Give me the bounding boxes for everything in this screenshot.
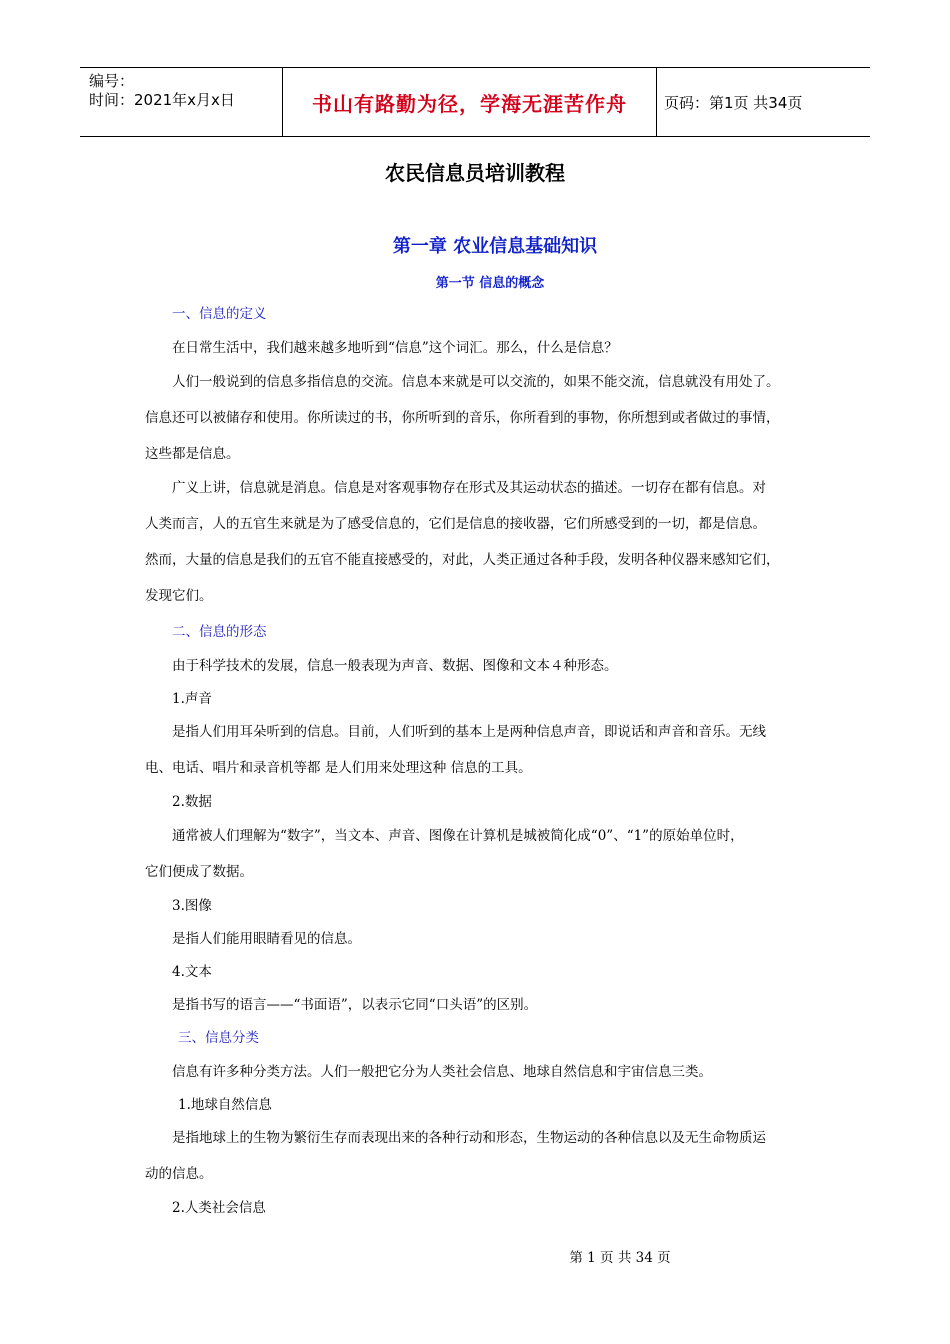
document-title: 农民信息员培训教程 (385, 161, 565, 185)
paragraph-line: 动的信息。 (145, 1166, 213, 1182)
motto: 书山有路勤为径，学海无涯苦作舟 (282, 68, 657, 136)
paragraph-line: 人类而言，人的五官生来就是为了感受信息的，它们是信息的接收器，它们所感受到的一切，都是信息。 (145, 516, 766, 532)
paragraph-line: 在日常生活中，我们越来越多地听到“信息”这个词汇。那么，什么是信息？ (172, 340, 618, 356)
list-item-label: 2.人类社会信息 (172, 1200, 266, 1216)
paragraph-line: 是指书写的语言——“书面语”，以表示它同“口头语”的区别。 (172, 997, 538, 1013)
number-label: 编号： (89, 72, 135, 90)
paragraph-line: 信息有许多种分类方法。人们一般把它分为人类社会信息、地球自然信息和宇宙信息三类。 (172, 1064, 712, 1080)
list-item-label: 3.图像 (172, 898, 212, 914)
header-meta-cell (80, 68, 282, 136)
paragraph-line: 这些都是信息。 (145, 446, 240, 462)
paragraph-line: 由于科学技术的发展，信息一般表现为声音、数据、图像和文本４种形态。 (172, 658, 618, 674)
list-item-label: 1.地球自然信息 (178, 1097, 272, 1113)
paragraph-line: 通常被人们理解为“数字”，当文本、声音、图像在计算机是城被简化成“0”、“1”的原始单位时， (172, 828, 744, 844)
paragraph-line: 它们便成了数据。 (145, 864, 253, 880)
heading-forms: 二、信息的形态 (172, 624, 267, 640)
page-footer: 第 1 页 共 34 页 (569, 1250, 671, 1266)
paragraph-line: 是指人们能用眼睛看见的信息。 (172, 931, 361, 947)
heading-definition: 一、信息的定义 (172, 306, 267, 322)
list-item-label: 1.声音 (172, 691, 212, 707)
list-item-label: 4.文本 (172, 964, 212, 980)
chapter-title: 第一章 农业信息基础知识 (392, 236, 598, 257)
header-table (80, 67, 870, 137)
paragraph-line: 是指人们用耳朵听到的信息。目前，人们听到的基本上是两种信息声音，即说话和声音和音乐。无线 (172, 724, 766, 740)
paragraph-line: 电、电话、唱片和录音机等都 是人们用来处理这种 信息的工具。 (145, 760, 532, 776)
list-item-label: 2.数据 (172, 794, 212, 810)
page-info: 页码：第1页 共34页 (664, 93, 803, 112)
time-label: 时间：2021年x月x日 (89, 91, 235, 109)
paragraph-line: 广义上讲，信息就是消息。信息是对客观事物存在形式及其运动状态的描述。一切存在都有信息。对 (172, 480, 766, 496)
section-title: 第一节 信息的概念 (435, 276, 545, 291)
paragraph-line: 信息还可以被储存和使用。你所读过的书，你所听到的音乐，你所看到的事物，你所想到或者做过的事情， (145, 410, 780, 426)
paragraph-line: 是指地球上的生物为繁衍生存而表现出来的各种行动和形态，生物运动的各种信息以及无生命物质运 (172, 1130, 766, 1146)
paragraph-line: 发现它们。 (145, 588, 213, 604)
heading-classification: 三、信息分类 (178, 1030, 259, 1046)
paragraph-line: 人们一般说到的信息多指信息的交流。信息本来就是可以交流的，如果不能交流，信息就没有用处了。 (172, 374, 780, 390)
paragraph-line: 然而，大量的信息是我们的五官不能直接感受的，对此，人类正通过各种手段，发明各种仪器来感知它们， (145, 552, 780, 568)
